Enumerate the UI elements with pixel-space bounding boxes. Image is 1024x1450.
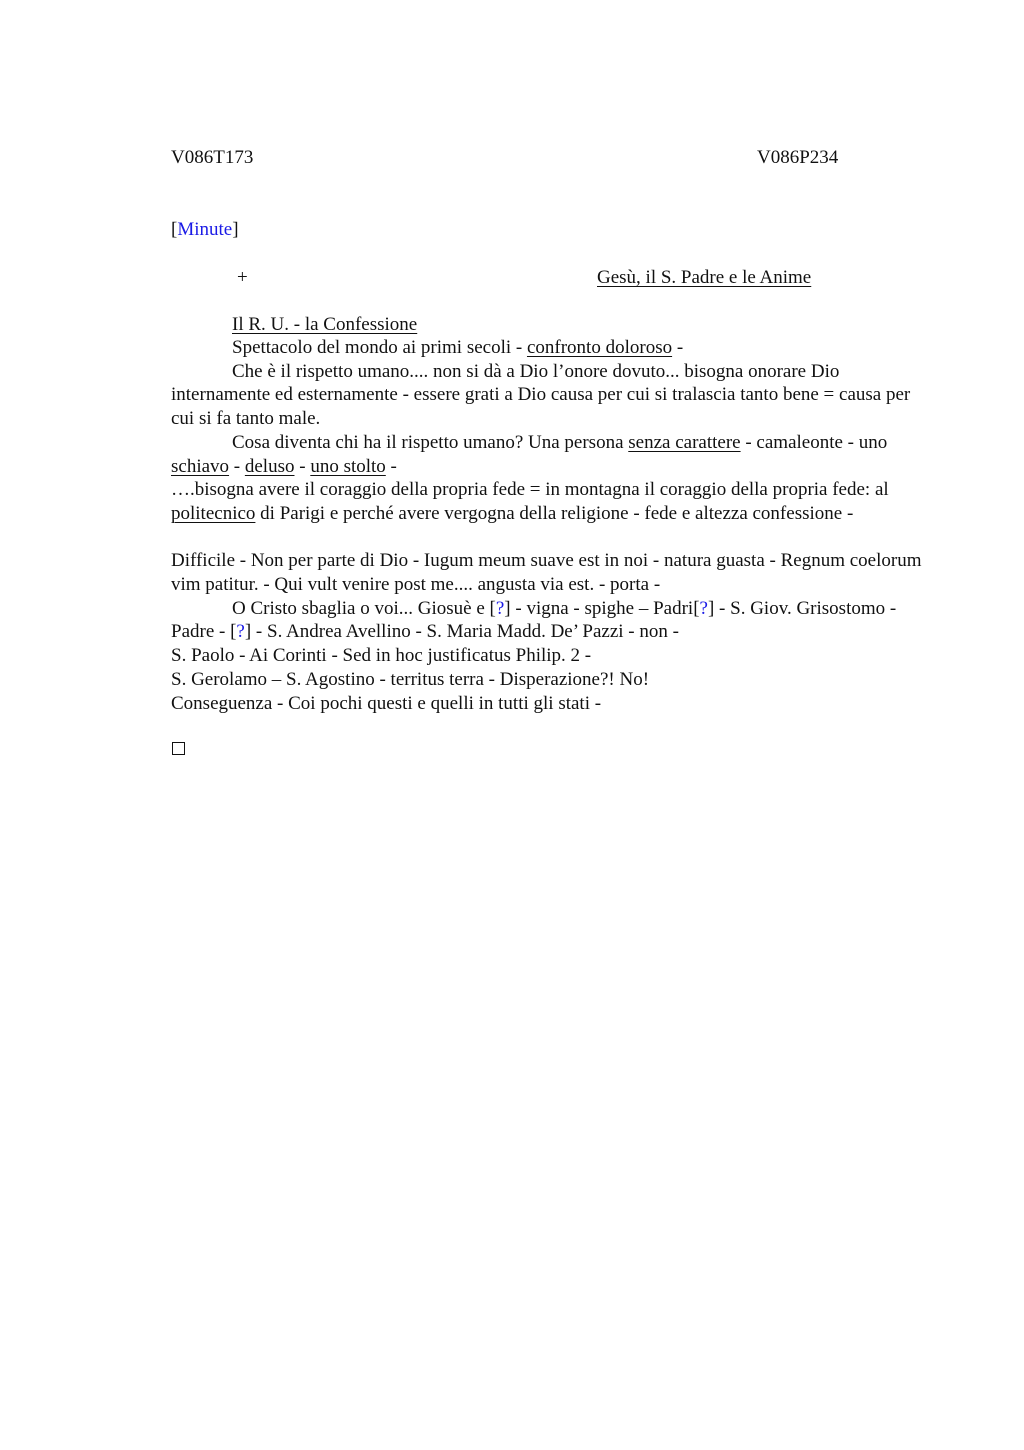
underlined-phrase: politecnico <box>171 502 256 524</box>
section-title: Il R. U. - la Confessione <box>232 314 418 335</box>
minute-label <box>171 218 239 242</box>
paragraph-1 <box>171 336 923 360</box>
text-run: - <box>229 455 245 477</box>
document-code-right: V086P234 <box>757 147 839 168</box>
minute-bracket-open: [ <box>171 219 178 240</box>
text-run: Spettacolo del mondo ai primi secoli - <box>232 337 527 358</box>
minute-bracket-close: ] <box>232 219 239 240</box>
paragraph-9: Conseguenza - Coi pochi questi e quelli in tutti gli stati - <box>171 692 602 714</box>
document-code-left: V086T173 <box>171 147 254 168</box>
paragraph-8: S. Gerolamo – S. Agostino - territus terra - Disperazione?! No! <box>171 668 650 690</box>
underlined-phrase: schiavo <box>171 455 230 477</box>
text-run: ] - S. Andrea Avellino - S. Maria Madd. De’ Pazzi - non - <box>244 621 679 643</box>
end-square-icon <box>172 742 185 755</box>
text-run: di Parigi e perché avere vergogna della religione - fede e altezza confessione - <box>255 502 854 524</box>
paragraph-spacer <box>171 526 923 550</box>
cross-mark: + <box>237 267 248 288</box>
body-text <box>171 336 923 715</box>
minute-link[interactable]: Minute <box>177 219 233 240</box>
uncertain-mark[interactable]: ? <box>495 597 505 619</box>
text-run: - <box>672 337 684 358</box>
paragraph-7: S. Paolo - Ai Corinti - Sed in hoc justificatus Philip. 2 - <box>171 645 592 667</box>
paragraph-2: Che è il rispetto umano.... non si dà a Dio l’onore dovuto... bisogna onorare Dio internamente ed esternamente - essere grati a Dio causa per cui si tralascia tanto bene = causa per cui si fa tanto male. <box>171 360 911 430</box>
underlined-phrase: deluso <box>244 455 295 477</box>
text-run: ] - vigna - spighe – Padri[ <box>504 597 700 619</box>
underlined-phrase: uno stolto <box>310 455 386 477</box>
paragraph-3 <box>171 431 923 478</box>
paragraph-6 <box>171 597 923 644</box>
text-run: ….bisogna avere il coraggio della propria fede = in montagna il coraggio della propria fede: al <box>171 479 889 501</box>
text-run: - camaleonte - uno <box>740 431 888 453</box>
text-run: Cosa diventa chi ha il rispetto umano? Una persona <box>232 431 629 453</box>
text-run: O Cristo sbaglia o voi... Giosuè e [ <box>232 597 496 619</box>
text-run: - <box>294 455 311 477</box>
heading-right: Gesù, il S. Padre e le Anime <box>597 267 812 288</box>
underlined-phrase: senza carattere <box>628 431 741 453</box>
text-run: - <box>385 455 397 477</box>
uncertain-mark[interactable]: ? <box>699 597 708 619</box>
text-run: ] - S. Giov. Grisostomo - Padre - [ <box>171 597 897 643</box>
uncertain-mark[interactable]: ? <box>236 621 245 643</box>
underlined-phrase: confronto doloroso <box>526 337 673 358</box>
paragraph-5: Difficile - Non per parte di Dio - Iugum meum suave est in noi - natura guasta - Regnum coelorum vim patitur. - Qui vult venire post me.... angusta via est. - porta - <box>171 550 922 596</box>
paragraph-4 <box>171 478 923 525</box>
